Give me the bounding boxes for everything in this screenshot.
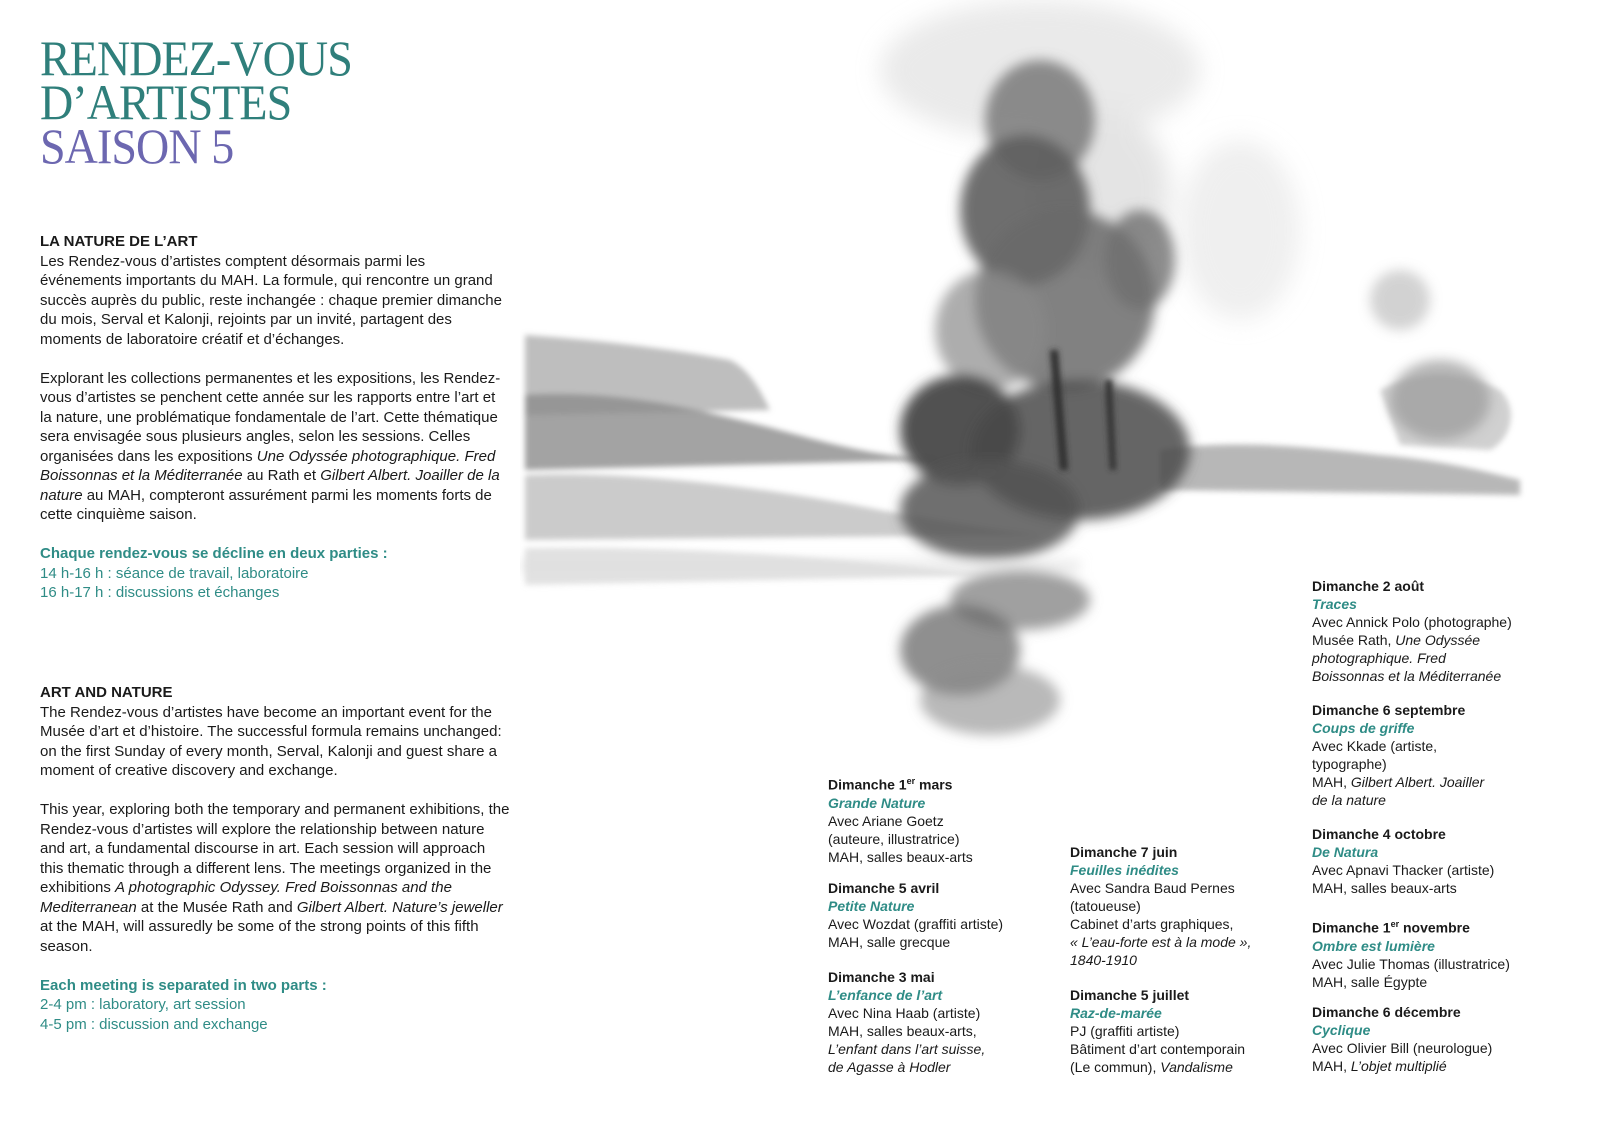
date-text: Dimanche 1 xyxy=(1312,919,1391,936)
event-septembre xyxy=(1312,701,1542,809)
event-date: Dimanche 3 mai xyxy=(828,969,935,985)
event-title: Ombre est lumière xyxy=(1312,937,1435,954)
event-avril xyxy=(828,879,1058,951)
english-section xyxy=(40,683,510,1034)
event-mai xyxy=(828,968,1058,1076)
event-title: Grande Nature xyxy=(828,794,926,811)
french-paragraph-1: Les Rendez-vous d’artistes comptent désormais parmi les événements importants du MAH. La formule, qui rencontre un grand succès auprès du public, reste inchangée : chaque premier dimanche du mois, Serval et Kalonji, rejoints par un invité, partagent des moments de laboratoire créatif et d’échanges. xyxy=(40,252,502,348)
event-mars xyxy=(828,772,1058,866)
event-title: Coups de griffe xyxy=(1312,720,1415,736)
french-part-1: 14 h-16 h : séance de travail, laboratoire xyxy=(40,564,309,582)
event-novembre xyxy=(1312,915,1542,991)
event-title: L’enfance de l’art xyxy=(828,987,943,1003)
event-guest-role: (tatoueuse) xyxy=(1070,898,1141,914)
text-run: Explorant les collections permanentes et les expositions, les Rendez-vous d’artistes se penchent cette année sur les rapports entre l’art et la nature, une problématique fondamentale de l’art. Cette thématique sera envisagée sous plusieurs angles, selon les sessions. Celles organisées dans les expositions xyxy=(40,369,501,465)
event-title: Traces xyxy=(1312,596,1357,612)
exhibition-title: A photographic Odyssey. Fred Boissonnas and the Mediterranean xyxy=(40,879,452,916)
exhibition-title: Gilbert Albert. Nature’s jeweller xyxy=(296,898,503,916)
english-heading: ART AND NATURE xyxy=(40,684,173,701)
event-guest: Avec Julie Thomas (illustratrice) xyxy=(1312,955,1510,972)
event-guest: Avec Apnavi Thacker (artiste) xyxy=(1312,862,1495,878)
exhibition-title: Gilbert Albert. Joailler xyxy=(1350,774,1485,790)
english-parts-block xyxy=(40,976,510,1035)
event-date: Dimanche 2 août xyxy=(1312,578,1425,594)
event-location: MAH, salles beaux-arts xyxy=(1312,880,1457,896)
event-location xyxy=(1312,631,1542,649)
english-paragraph-2 xyxy=(40,800,510,956)
event-date: Dimanche 6 septembre xyxy=(1312,702,1466,718)
title-line-2: D’ARTISTES xyxy=(40,74,292,130)
event-juin xyxy=(1070,843,1300,969)
event-octobre xyxy=(1312,825,1542,897)
text-run: au MAH, compteront assurément parmi les moments forts de cette cinquième saison. xyxy=(40,486,492,523)
event-date: Dimanche 5 juillet xyxy=(1070,987,1190,1003)
event-location xyxy=(1312,1057,1542,1075)
event-location: MAH, salles beaux-arts, xyxy=(828,1023,977,1039)
text-run: at the Musée Rath and xyxy=(136,898,297,916)
event-exhibition: de la nature xyxy=(1312,792,1386,808)
exhibition-title: Gilbert Albert. Joailler de la nature xyxy=(40,467,500,504)
event-location xyxy=(1312,773,1542,791)
event-exhibition: 1840-1910 xyxy=(1070,952,1137,968)
event-location xyxy=(1070,1058,1300,1076)
english-parts-title: Each meeting is separated in two parts : xyxy=(40,976,327,994)
text-run: This year, exploring both the temporary and permanent exhibitions, the Rendez-vous d’artistes will explore the relationship between nature and art, a fundamental discourse in art. Each session will approach this thematic through a different lens. The meetings organized in the exhibitions xyxy=(40,801,510,896)
french-section xyxy=(40,232,510,603)
event-aout xyxy=(1312,577,1542,685)
event-guest: Avec Olivier Bill (neurologue) xyxy=(1312,1040,1493,1056)
exhibition-title: Une Odyssée photographique. Fred Boissonnas et la Méditerranée xyxy=(40,447,496,484)
event-guest: PJ (graffiti artiste) xyxy=(1070,1023,1180,1039)
event-location: MAH, salles beaux-arts xyxy=(828,848,973,865)
event-exhibition: de Agasse à Hodler xyxy=(828,1059,951,1075)
english-part-2: 4-5 pm : discussion and exchange xyxy=(40,1015,268,1033)
event-location: Cabinet d’arts graphiques, xyxy=(1070,916,1234,932)
text-run: (Le commun), xyxy=(1070,1059,1161,1075)
event-guest: Avec Wozdat (graffiti artiste) xyxy=(828,916,1004,932)
ordinal-suffix: er xyxy=(1390,919,1400,929)
event-juillet xyxy=(1070,986,1300,1076)
event-guest-role: typographe) xyxy=(1312,756,1387,772)
event-location: Bâtiment d’art contemporain xyxy=(1070,1041,1246,1057)
exhibition-title: L’objet multiplié xyxy=(1350,1058,1447,1074)
event-guest: Avec Nina Haab (artiste) xyxy=(828,1005,981,1021)
text-run: MAH, xyxy=(1312,774,1351,790)
title-line-3: SAISON 5 xyxy=(40,118,234,174)
event-title: Feuilles inédites xyxy=(1070,862,1179,878)
date-text: novembre xyxy=(1399,919,1470,936)
event-guest: Avec Kkade (artiste, xyxy=(1312,738,1438,754)
date-text: Dimanche 1 xyxy=(828,776,907,793)
english-paragraph-1: The Rendez-vous d’artistes have become an important event for the Musée d’art et d’histoire. The successful formula remains unchanged: on the first Sunday of every month, Serval, Kalonji and guest share a moment of creative discovery and exchange. xyxy=(40,703,502,779)
ordinal-suffix: er xyxy=(906,776,916,786)
event-title: De Natura xyxy=(1312,844,1379,860)
event-exhibition: « L’eau-forte est à la mode », xyxy=(1070,934,1252,950)
date-text: mars xyxy=(915,776,953,793)
event-location: MAH, salle Égypte xyxy=(1312,973,1428,990)
exhibition-title: Vandalisme xyxy=(1160,1059,1233,1075)
event-decembre xyxy=(1312,1003,1542,1075)
event-date: Dimanche 4 octobre xyxy=(1312,826,1446,842)
event-guest-role: (auteure, illustratrice) xyxy=(828,830,960,847)
event-guest: Avec Sandra Baud Pernes xyxy=(1070,880,1235,896)
text-run: MAH, xyxy=(1312,1058,1351,1074)
event-title: Cyclique xyxy=(1312,1022,1371,1038)
page-title xyxy=(40,30,352,174)
event-date xyxy=(828,772,1058,794)
text-run: at the MAH, will assuredly be some of the strong points of this fifth season. xyxy=(40,918,479,955)
title-line-1: RENDEZ-VOUS xyxy=(40,30,352,86)
text-run: au Rath et xyxy=(242,467,321,484)
event-guest: Avec Annick Polo (photographe) xyxy=(1312,614,1512,630)
french-paragraph-2 xyxy=(40,369,510,525)
exhibition-title: Une Odyssée xyxy=(1395,632,1481,648)
event-date: Dimanche 6 décembre xyxy=(1312,1004,1461,1020)
event-exhibition: Boissonnas et la Méditerranée xyxy=(1312,668,1502,684)
french-parts-title: Chaque rendez-vous se décline en deux parties : xyxy=(40,545,388,562)
text-run: Musée Rath, xyxy=(1312,632,1396,648)
event-title: Raz-de-marée xyxy=(1070,1005,1162,1021)
french-parts-block xyxy=(40,544,510,603)
event-guest: Avec Ariane Goetz xyxy=(828,812,944,829)
event-date: Dimanche 5 avril xyxy=(828,880,940,896)
event-location: MAH, salle grecque xyxy=(828,934,951,950)
event-title: Petite Nature xyxy=(828,898,915,914)
event-date: Dimanche 7 juin xyxy=(1070,844,1178,860)
event-exhibition: L’enfant dans l’art suisse, xyxy=(828,1041,986,1057)
english-part-1: 2-4 pm : laboratory, art session xyxy=(40,996,246,1013)
french-heading: LA NATURE DE L’ART xyxy=(40,233,198,250)
french-part-2: 16 h-17 h : discussions et échanges xyxy=(40,584,280,601)
event-date xyxy=(1312,915,1542,937)
event-exhibition: photographique. Fred xyxy=(1312,650,1446,666)
